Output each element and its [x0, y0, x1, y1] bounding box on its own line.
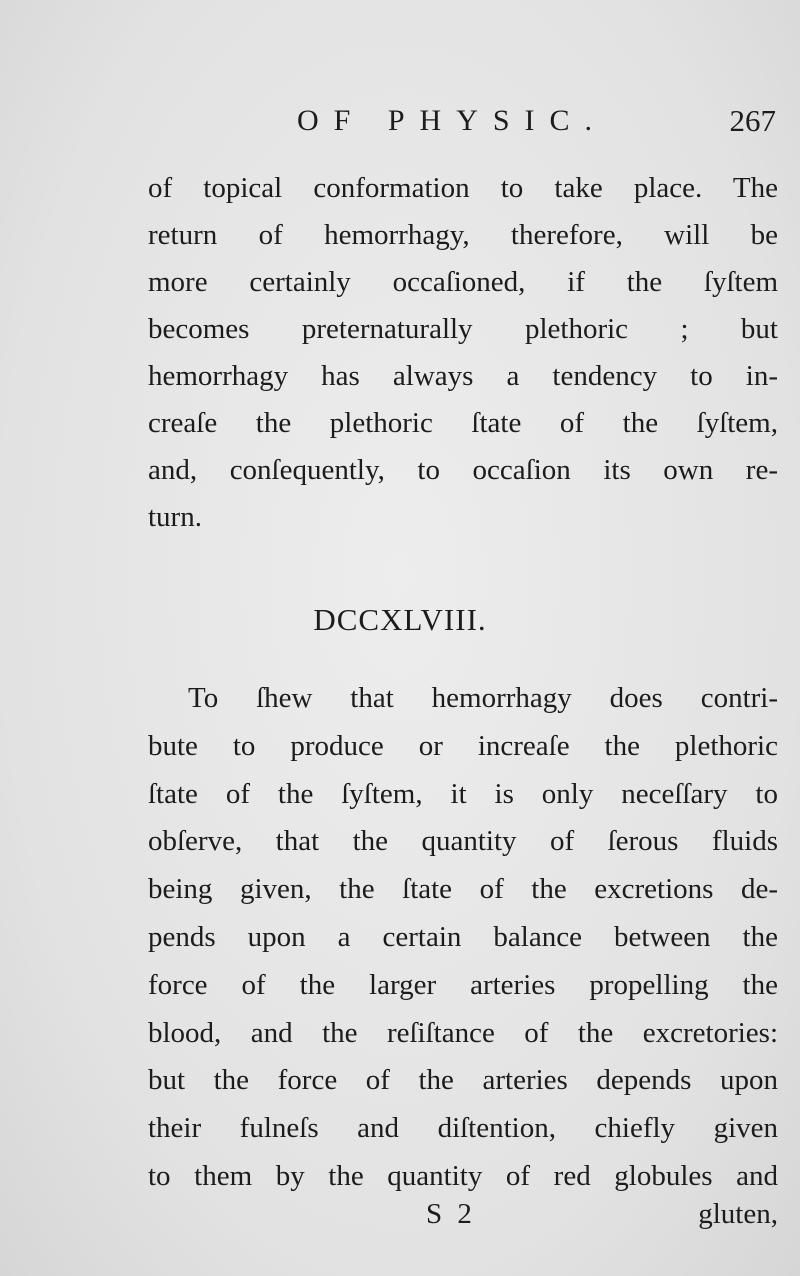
text-line: To ſhew that hemorrhagy does contri- [188, 682, 778, 714]
text-line: return of hemorrhagy, therefore, will be [148, 219, 778, 251]
page-footer [0, 1192, 800, 1236]
text-line: creaſe the plethoric ſtate of the ſyſtem, [148, 407, 778, 439]
text-line: ſtate of the ſyſtem, it is only neceſſary to [148, 777, 778, 810]
text-line: becomes preternaturally plethoric ; but [148, 313, 778, 345]
text-line: blood, and the reſiſtance of the excretories: [148, 1016, 778, 1049]
page-number: 267 [729, 103, 776, 138]
text-line: being given, the ſtate of the excretions de- [148, 873, 778, 906]
page-header [0, 96, 800, 146]
text-line: force of the larger arteries propelling the [148, 968, 778, 1001]
text-line: but the force of the arteries depends upon [148, 1064, 778, 1097]
running-title: OF PHYSIC. [297, 104, 608, 137]
text-line: to them by the quantity of red globules and [148, 1159, 778, 1192]
text-line: turn. [148, 501, 202, 533]
text-line: hemorrhagy has always a tendency to in- [148, 360, 778, 392]
signature-mark: S 2 [426, 1198, 476, 1230]
paragraph-continued [148, 165, 778, 541]
paragraph-section [148, 675, 778, 1201]
text-line: obſerve, that the quantity of ſerous fluids [148, 825, 778, 858]
text-line: their fulneſs and diſtention, chiefly given [148, 1112, 778, 1145]
text-line: and, conſequently, to occaſion its own re- [148, 454, 778, 486]
catchword: gluten, [698, 1198, 778, 1230]
text-line: pends upon a certain balance between the [148, 920, 778, 953]
text-line: bute to produce or increaſe the plethoric [148, 729, 778, 762]
text-line: of topical conformation to take place. The [148, 172, 778, 204]
section-heading: DCCXLVIII. [313, 602, 487, 637]
text-line: more certainly occaſioned, if the ſyſtem [148, 266, 778, 298]
